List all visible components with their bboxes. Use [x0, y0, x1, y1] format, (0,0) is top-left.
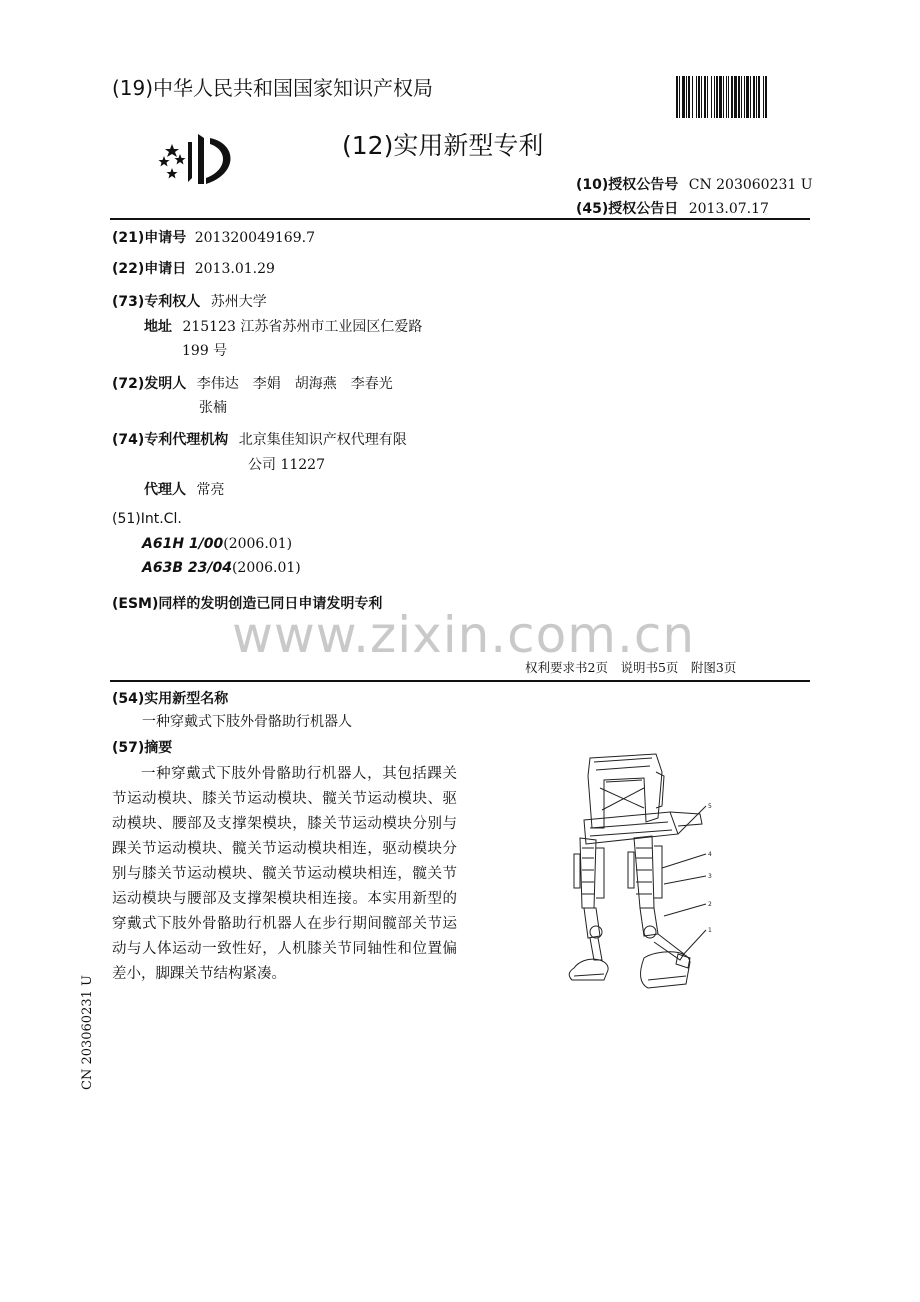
address-line-1: 215123 江苏省苏州市工业园区仁爱路	[182, 319, 423, 335]
barcode-bar	[696, 76, 697, 118]
ipc-code-2: A63B 23/04	[142, 560, 232, 576]
barcode-bar	[704, 76, 706, 118]
barcode-bar	[688, 76, 690, 118]
barcode-bar	[765, 76, 767, 118]
barcode-bar	[728, 76, 729, 118]
agent-label: 代理人	[144, 482, 186, 498]
barcode-bar	[738, 76, 740, 118]
agent-row	[144, 479, 224, 499]
ipc-version-2: (2006.01)	[231, 560, 301, 576]
watermark: www.zixin.com.cn	[232, 606, 696, 664]
abstract-body	[112, 762, 457, 987]
application-date: 2013.01.29	[194, 261, 275, 277]
publication-date-label: (45)授权公告日	[576, 201, 679, 217]
figure-label-4: 4	[708, 851, 712, 858]
agency-line-1: 北京集佳知识产权代理有限	[238, 432, 407, 448]
patentee: 苏州大学	[210, 294, 267, 310]
address-row	[144, 316, 422, 336]
barcode-bar	[707, 76, 708, 118]
barcode-bar	[679, 76, 680, 118]
barcode-bar	[692, 76, 693, 118]
utility-model-title: 一种穿戴式下肢外骨骼助行机器人	[142, 714, 352, 730]
publication-date-row	[576, 198, 769, 218]
cnipa-logo	[152, 128, 238, 190]
application-number-label: (21)申请号	[112, 230, 187, 246]
figure-label-2: 2	[708, 901, 712, 908]
ipc-version-1: (2006.01)	[223, 536, 293, 552]
barcode-bar	[750, 76, 751, 118]
address-line-2: 199 号	[182, 343, 228, 359]
barcode-bar	[763, 76, 764, 118]
header-divider	[110, 218, 810, 220]
barcode-bar	[701, 76, 702, 118]
barcode-bar	[758, 76, 760, 118]
inventors-line-1: 李伟达 李娟 胡海燕 李春光	[196, 376, 393, 392]
agency-row	[112, 429, 407, 449]
document-type: (12)实用新型专利	[342, 131, 544, 160]
application-date-row	[112, 258, 275, 278]
abstract-text: 一种穿戴式下肢外骨骼助行机器人，其包括踝关节运动模块、膝关节运动模块、髋关节运动模块、驱动模块、腰部及支撑架模块，膝关节运动模块分别与踝关节运动模块、髋关节运动模块相连，驱动模块分别与膝关节运动模块、髋关节运动模块相连，髋关节运动模块与腰部及支撑架模块相连接。本实用新型的穿戴式下肢外骨骼助行机器人在步行期间髋部关节运动与人体运动一致性好，人机膝关节同轴性和位置偏差小，脚踝关节结构紧凑。	[112, 766, 457, 982]
publication-date: 2013.07.17	[688, 201, 769, 217]
patentee-row	[112, 291, 267, 311]
barcode-bar	[753, 76, 755, 118]
exoskeleton-figure	[560, 748, 730, 998]
ipc-code-1: A61H 1/00	[142, 536, 224, 552]
barcode-bar	[686, 76, 687, 118]
publication-number-row	[576, 174, 813, 194]
page-counts: 权利要求书2页 说明书5页 附图3页	[525, 660, 737, 675]
barcode-bar	[723, 76, 724, 118]
application-number-row	[112, 227, 315, 247]
application-number: 201320049169.7	[194, 230, 315, 246]
barcode-bar	[741, 76, 742, 118]
agency-label: (74)专利代理机构	[112, 432, 229, 448]
barcode-bar	[731, 76, 733, 118]
ipc-class-1	[142, 536, 292, 552]
barcode-bar	[698, 76, 700, 118]
inventors-line-2: 张楠	[199, 400, 227, 416]
publication-number-label: (10)授权公告号	[576, 177, 679, 193]
ipc-label: (51)Int.Cl.	[112, 511, 182, 527]
publication-number: CN 203060231 U	[688, 177, 813, 193]
barcode-bar	[719, 76, 722, 118]
side-publication-number: CN 203060231 U	[80, 975, 95, 1090]
section-divider	[110, 680, 810, 682]
patentee-label: (73)专利权人	[112, 294, 201, 310]
barcode-bar	[726, 76, 727, 118]
ipc-class-2	[142, 560, 301, 576]
office-name: (19)中华人民共和国国家知识产权局	[112, 76, 434, 100]
barcode-bar	[716, 76, 718, 118]
barcode	[676, 76, 810, 118]
title-label: (54)实用新型名称	[112, 691, 229, 707]
inventors-row	[112, 373, 393, 393]
figure-label-1: 1	[708, 927, 712, 934]
figure-label-3: 3	[708, 873, 712, 880]
ipc-row	[112, 511, 182, 527]
application-date-label: (22)申请日	[112, 261, 187, 277]
barcode-bar	[676, 76, 678, 118]
agent: 常亮	[196, 482, 225, 498]
barcode-bar	[734, 76, 737, 118]
barcode-bar	[746, 76, 749, 118]
barcode-bar	[756, 76, 757, 118]
barcode-bar	[744, 76, 745, 118]
agency-line-2: 公司 11227	[248, 457, 325, 473]
abstract-label: (57)摘要	[112, 740, 173, 756]
address-label: 地址	[144, 319, 172, 335]
figure-label-5: 5	[708, 803, 712, 810]
barcode-bar	[711, 76, 712, 118]
inventors-label: (72)发明人	[112, 376, 187, 392]
barcode-bar	[714, 76, 715, 118]
esm-note: (ESM)同样的发明创造已同日申请发明专利	[112, 596, 383, 612]
barcode-bar	[682, 76, 685, 118]
